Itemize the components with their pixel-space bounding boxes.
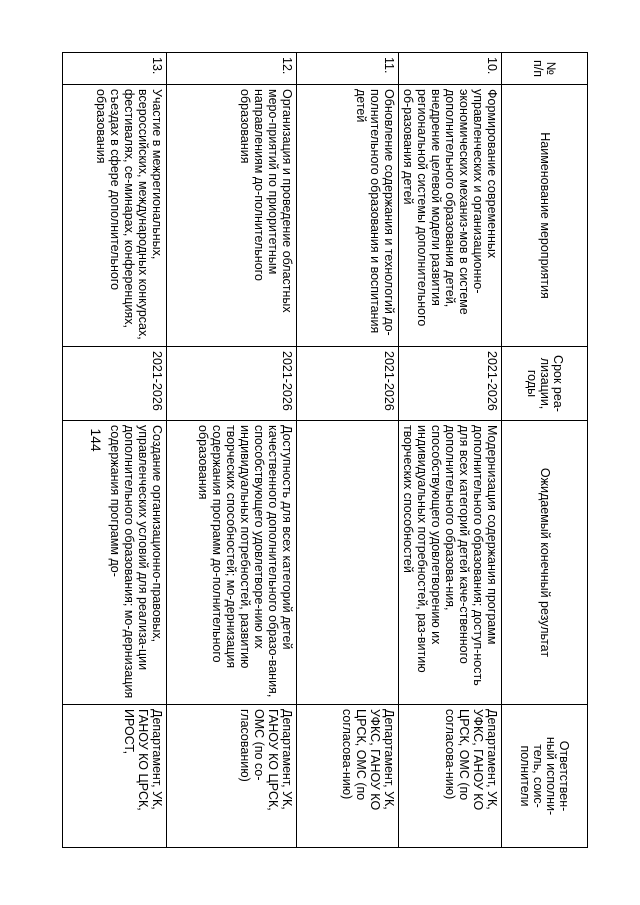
responsible-executor: Департамент, УК, ГАНОУ КО ЦРСК, ИРОСТ, [63, 705, 167, 848]
expected-result: Доступность для всех категорий детей качественного дополнительного образо-вания, способствующего удовлетворе-нию их индивидуальных потребностей, развитию творческих способностей; мо-дернизация содержания программ до-полнительного образования [167, 421, 297, 705]
table-header-row [502, 53, 588, 848]
row-number: 11. [297, 53, 399, 85]
implementation-term: 2021-2026 [297, 347, 399, 421]
expected-result: Модернизация содержания программ дополнительного образования; доступ-ность для всех категорий детей каче-ственного дополнительного образова-ния, способствующего удовлетворению их индивидуальных потребностей, раз-витию творческих способностей [399, 421, 502, 705]
header-responsible: Ответствен- ный исполни- тель, соис- полнители [502, 705, 588, 848]
measure-name: Участие в межрегиональных, всероссийских, международных конкурсах, фестивалях, се-минарах, конференциях, съездах в сфере дополнительного образования [63, 85, 167, 347]
header-result: Ожидаемый конечный результат [502, 421, 588, 705]
table-row [63, 53, 167, 848]
responsible-executor: Департамент, УК, УФКС, ГАНОУ КО ЦРСК, ОМС (по согласова-нию) [297, 705, 399, 848]
header-no: № п/п [502, 53, 588, 85]
measure-name: Формирование современных управленческих и организационно-экономических механиз-мов в системе дополнительного образования детей, внедрение целевой модели развития региональной системы дополнительного об-разования детей [399, 85, 502, 347]
expected-result: Создание организационно-правовых, управленческих условий для реализа-ции дополнительного образования; мо-дернизация содержания программ до- [63, 421, 167, 705]
row-number: 13. [63, 53, 167, 85]
implementation-term: 2021-2026 [399, 347, 502, 421]
page-number: 144 [88, 428, 104, 452]
implementation-term: 2021-2026 [63, 347, 167, 421]
measures-table [62, 52, 588, 848]
rotated-table-frame [63, 52, 588, 847]
implementation-term: 2021-2026 [167, 347, 297, 421]
table-row [399, 53, 502, 848]
measure-name: Организация и проведение областных меро-приятий по приоритетным направлениям до-полнительного образования [167, 85, 297, 347]
row-number: 10. [399, 53, 502, 85]
row-number: 12. [167, 53, 297, 85]
table-row [167, 53, 297, 848]
responsible-executor: Департамент, УК, ГАНОУ КО ЦРСК, ОМС (по со-гласованию) [167, 705, 297, 848]
header-term: Срок реа- лизации, годы [502, 347, 588, 421]
table-row [297, 53, 399, 848]
responsible-executor: Департамент, УК, УФКС, ГАНОУ КО ЦРСК, ОМС (по согласова-нию) [399, 705, 502, 848]
header-name: Наименование мероприятия [502, 85, 588, 347]
measure-name: Обновление содержания и технологий до-полнительного образования и воспитания детей [297, 85, 399, 347]
expected-result [297, 421, 399, 705]
